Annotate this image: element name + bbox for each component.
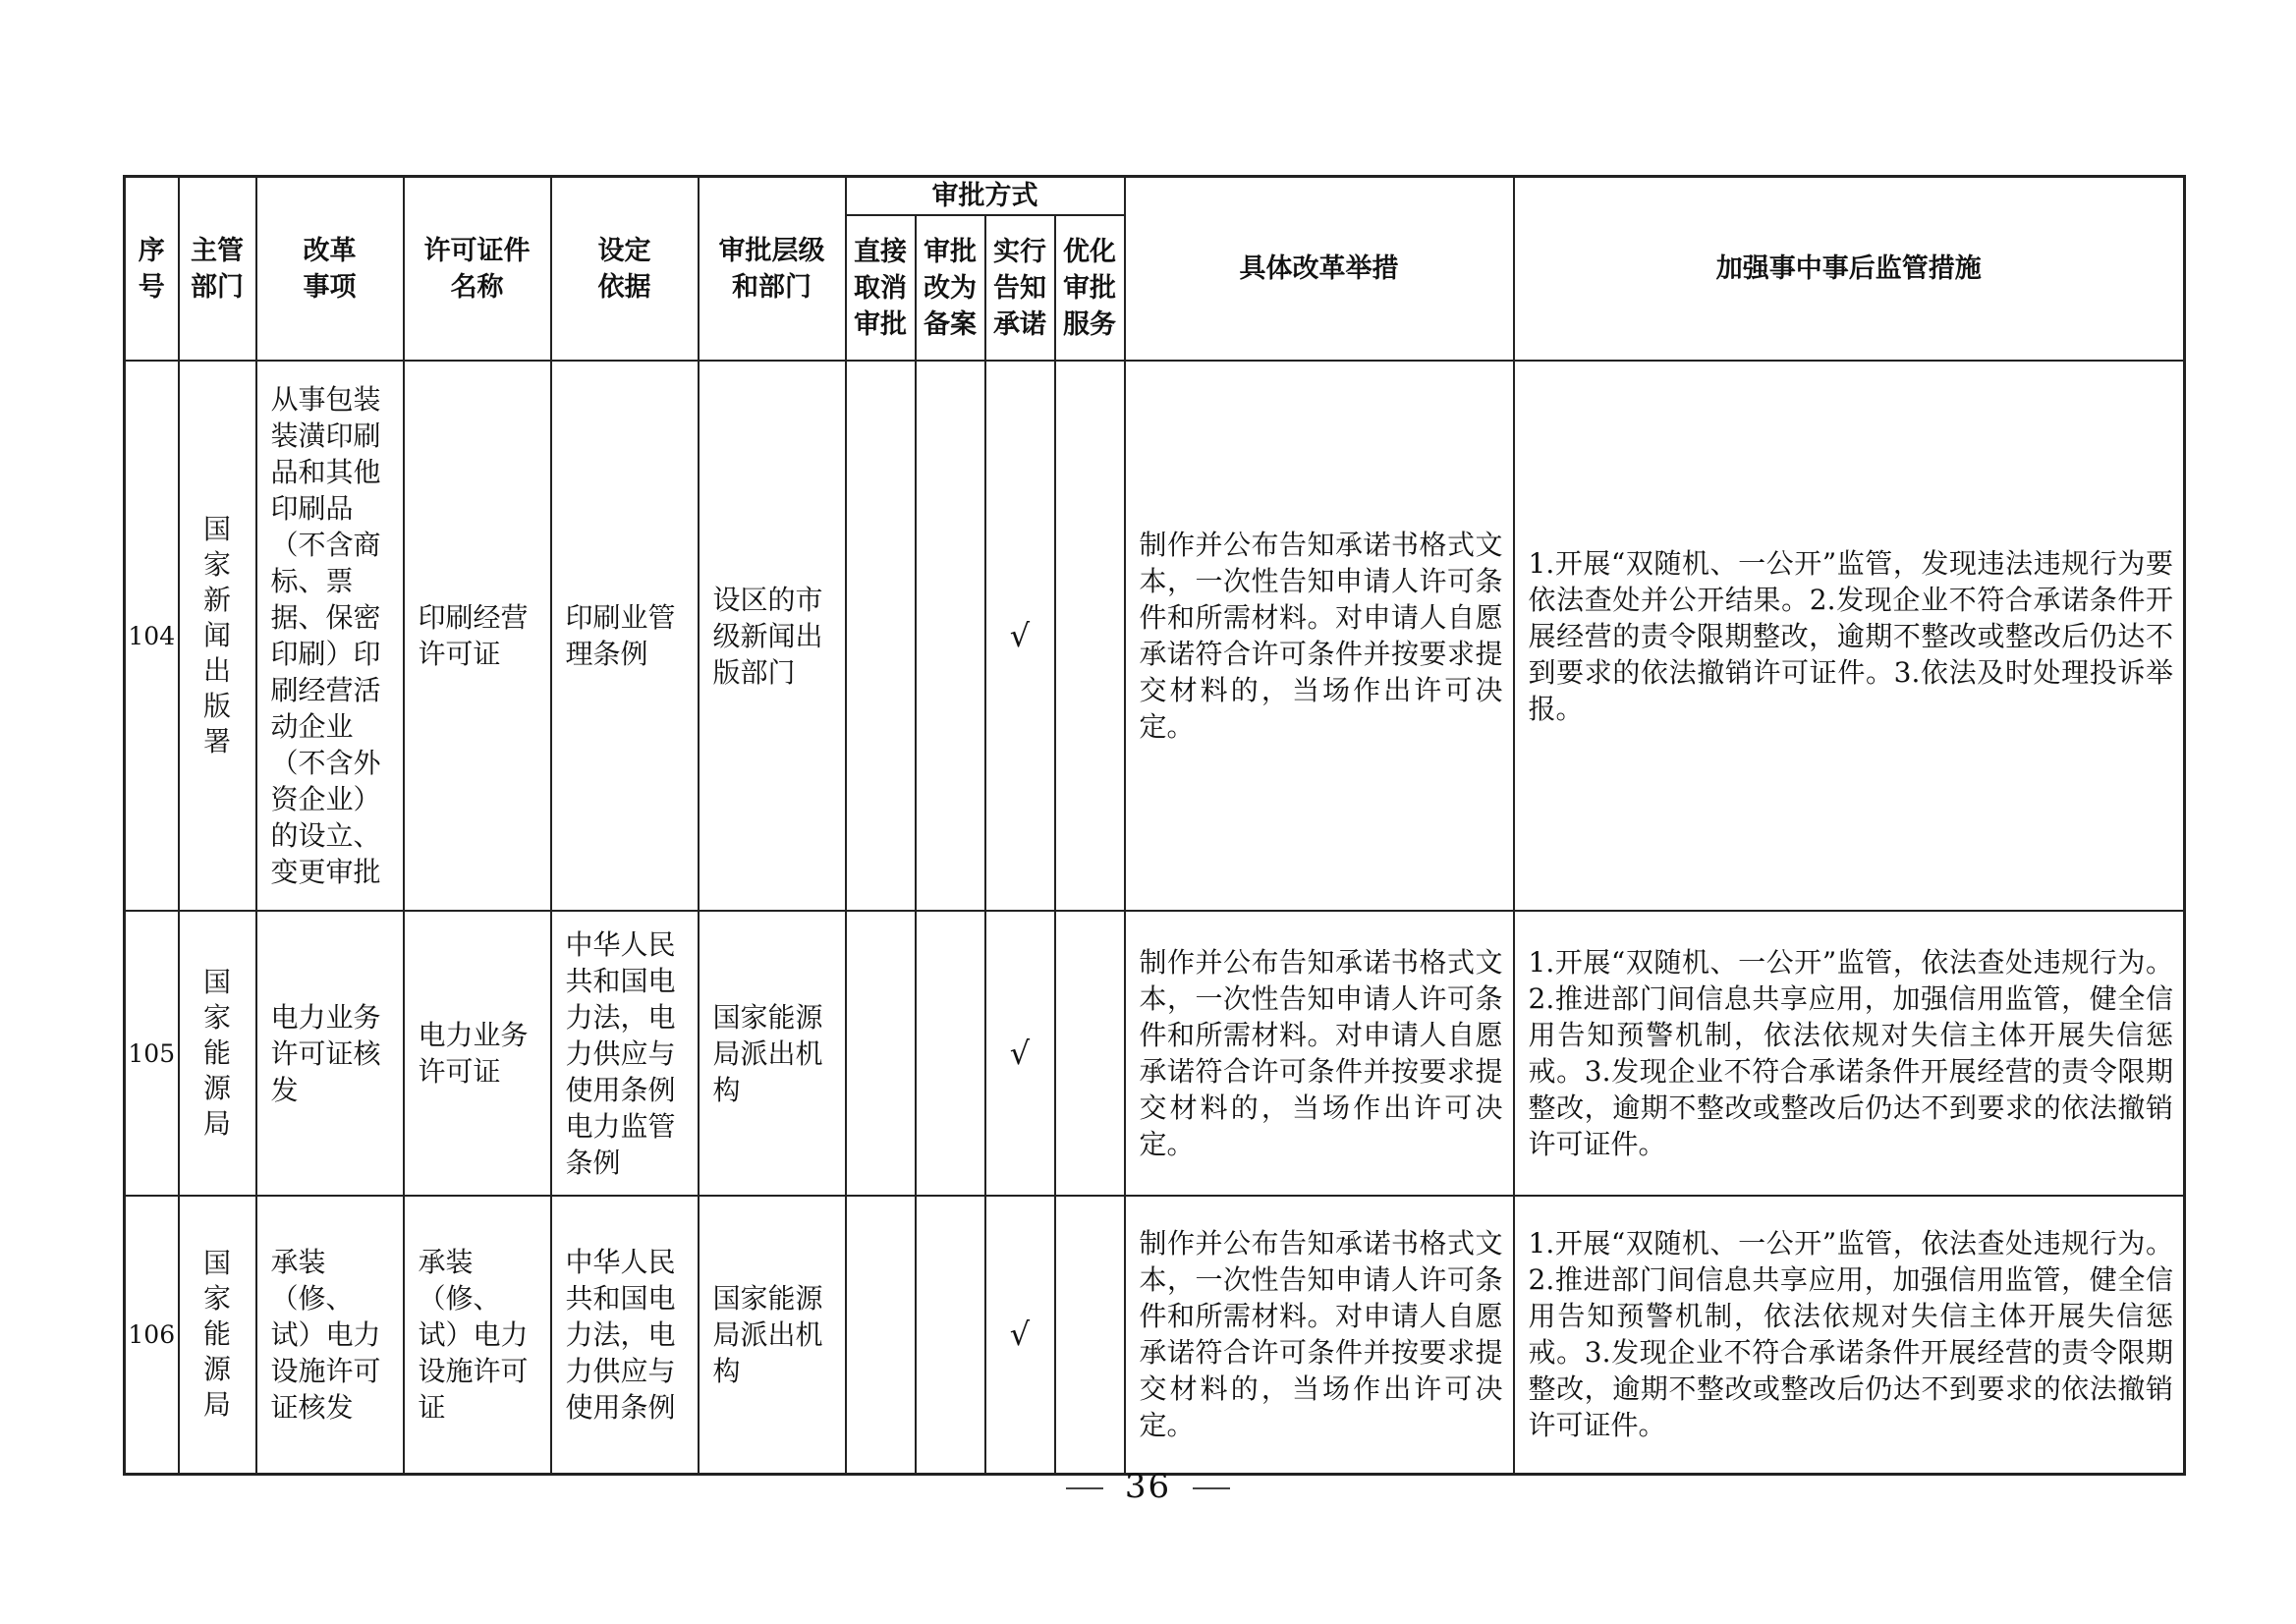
row-supervision: 1.开展“双随机、一公开”监管，发现违法违规行为要依法查处并公开结果。2.发现企业不符合承诺条件开展经营的责令限期整改，逾期不整改或整改后仍达不到要求的依法撤销许可证件。3.依法及时处理投诉举报。 bbox=[1514, 361, 2185, 911]
row-basis: 印刷业管理条例 bbox=[551, 361, 699, 911]
table-row bbox=[125, 1196, 2185, 1474]
header-supervision: 加强事中事后监管措施 bbox=[1514, 177, 2185, 362]
mark-notify-commit: √ bbox=[985, 911, 1055, 1196]
page-number: 36 bbox=[1124, 1467, 1172, 1506]
row-dept: 国 家 能 源 局 bbox=[179, 911, 256, 1196]
header-license: 许可证件 名称 bbox=[404, 177, 551, 362]
row-license: 承装（修、试）电力设施许可证 bbox=[404, 1196, 551, 1474]
table-row bbox=[125, 361, 2185, 911]
row-license: 电力业务许可证 bbox=[404, 911, 551, 1196]
header-notify-commit: 实行 告知 承诺 bbox=[985, 215, 1055, 361]
mark-optimize bbox=[1055, 361, 1125, 911]
mark-to-filing bbox=[916, 1196, 985, 1474]
header-seq: 序 号 bbox=[125, 177, 179, 362]
row-dept: 国 家 能 源 局 bbox=[179, 1196, 256, 1474]
row-seq: 104 bbox=[125, 361, 179, 911]
mark-notify-commit: √ bbox=[985, 1196, 1055, 1474]
row-supervision: 1.开展“双随机、一公开”监管，依法查处违规行为。2.推进部门间信息共享应用，加强信用监管，健全信用告知预警机制，依法依规对失信主体开展失信惩戒。3.发现企业不符合承诺条件开展经营的责令限期整改，逾期不整改或整改后仍达不到要求的依法撤销许可证件。 bbox=[1514, 1196, 2185, 1474]
row-seq: 105 bbox=[125, 911, 179, 1196]
mark-direct-cancel bbox=[846, 361, 916, 911]
mark-to-filing bbox=[916, 911, 985, 1196]
page-footer bbox=[0, 1467, 2296, 1506]
mark-direct-cancel bbox=[846, 911, 916, 1196]
header-approval-group: 审批方式 bbox=[846, 177, 1125, 216]
mark-direct-cancel bbox=[846, 1196, 916, 1474]
row-level: 国家能源局派出机构 bbox=[699, 911, 846, 1196]
mark-to-filing bbox=[916, 361, 985, 911]
footer-dash-right bbox=[1193, 1487, 1230, 1489]
row-license: 印刷经营许可证 bbox=[404, 361, 551, 911]
header-to-filing: 审批 改为 备案 bbox=[916, 215, 985, 361]
header-measures: 具体改革举措 bbox=[1125, 177, 1514, 362]
header-optimize: 优化 审批 服务 bbox=[1055, 215, 1125, 361]
mark-notify-commit: √ bbox=[985, 361, 1055, 911]
header-level: 审批层级 和部门 bbox=[699, 177, 846, 362]
row-item: 承装（修、试）电力设施许可证核发 bbox=[256, 1196, 404, 1474]
row-supervision: 1.开展“双随机、一公开”监管，依法查处违规行为。2.推进部门间信息共享应用，加强信用监管，健全信用告知预警机制，依法依规对失信主体开展失信惩戒。3.发现企业不符合承诺条件开展经营的责令限期整改，逾期不整改或整改后仍达不到要求的依法撤销许可证件。 bbox=[1514, 911, 2185, 1196]
row-seq: 106 bbox=[125, 1196, 179, 1474]
row-dept: 国 家 新 闻 出 版 署 bbox=[179, 361, 256, 911]
row-measures: 制作并公布告知承诺书格式文本，一次性告知申请人许可条件和所需材料。对申请人自愿承诺符合许可条件并按要求提交材料的，当场作出许可决定。 bbox=[1125, 911, 1514, 1196]
reform-table bbox=[123, 175, 2186, 1476]
row-item: 电力业务许可证核发 bbox=[256, 911, 404, 1196]
row-level: 设区的市级新闻出版部门 bbox=[699, 361, 846, 911]
header-basis: 设定 依据 bbox=[551, 177, 699, 362]
header-dept: 主管 部门 bbox=[179, 177, 256, 362]
row-basis: 中华人民共和国电力法，电力供应与使用条例电力监管条例 bbox=[551, 911, 699, 1196]
mark-optimize bbox=[1055, 1196, 1125, 1474]
footer-dash-left bbox=[1066, 1487, 1103, 1489]
table-row bbox=[125, 911, 2185, 1196]
row-item: 从事包装装潢印刷品和其他印刷品（不含商标、票据、保密印刷）印刷经营活动企业（不含外资企业）的设立、变更审批 bbox=[256, 361, 404, 911]
header-item: 改革 事项 bbox=[256, 177, 404, 362]
row-measures: 制作并公布告知承诺书格式文本，一次性告知申请人许可条件和所需材料。对申请人自愿承诺符合许可条件并按要求提交材料的，当场作出许可决定。 bbox=[1125, 361, 1514, 911]
row-level: 国家能源局派出机构 bbox=[699, 1196, 846, 1474]
row-basis: 中华人民共和国电力法，电力供应与使用条例 bbox=[551, 1196, 699, 1474]
header-direct-cancel: 直接 取消 审批 bbox=[846, 215, 916, 361]
mark-optimize bbox=[1055, 911, 1125, 1196]
row-measures: 制作并公布告知承诺书格式文本，一次性告知申请人许可条件和所需材料。对申请人自愿承诺符合许可条件并按要求提交材料的，当场作出许可决定。 bbox=[1125, 1196, 1514, 1474]
